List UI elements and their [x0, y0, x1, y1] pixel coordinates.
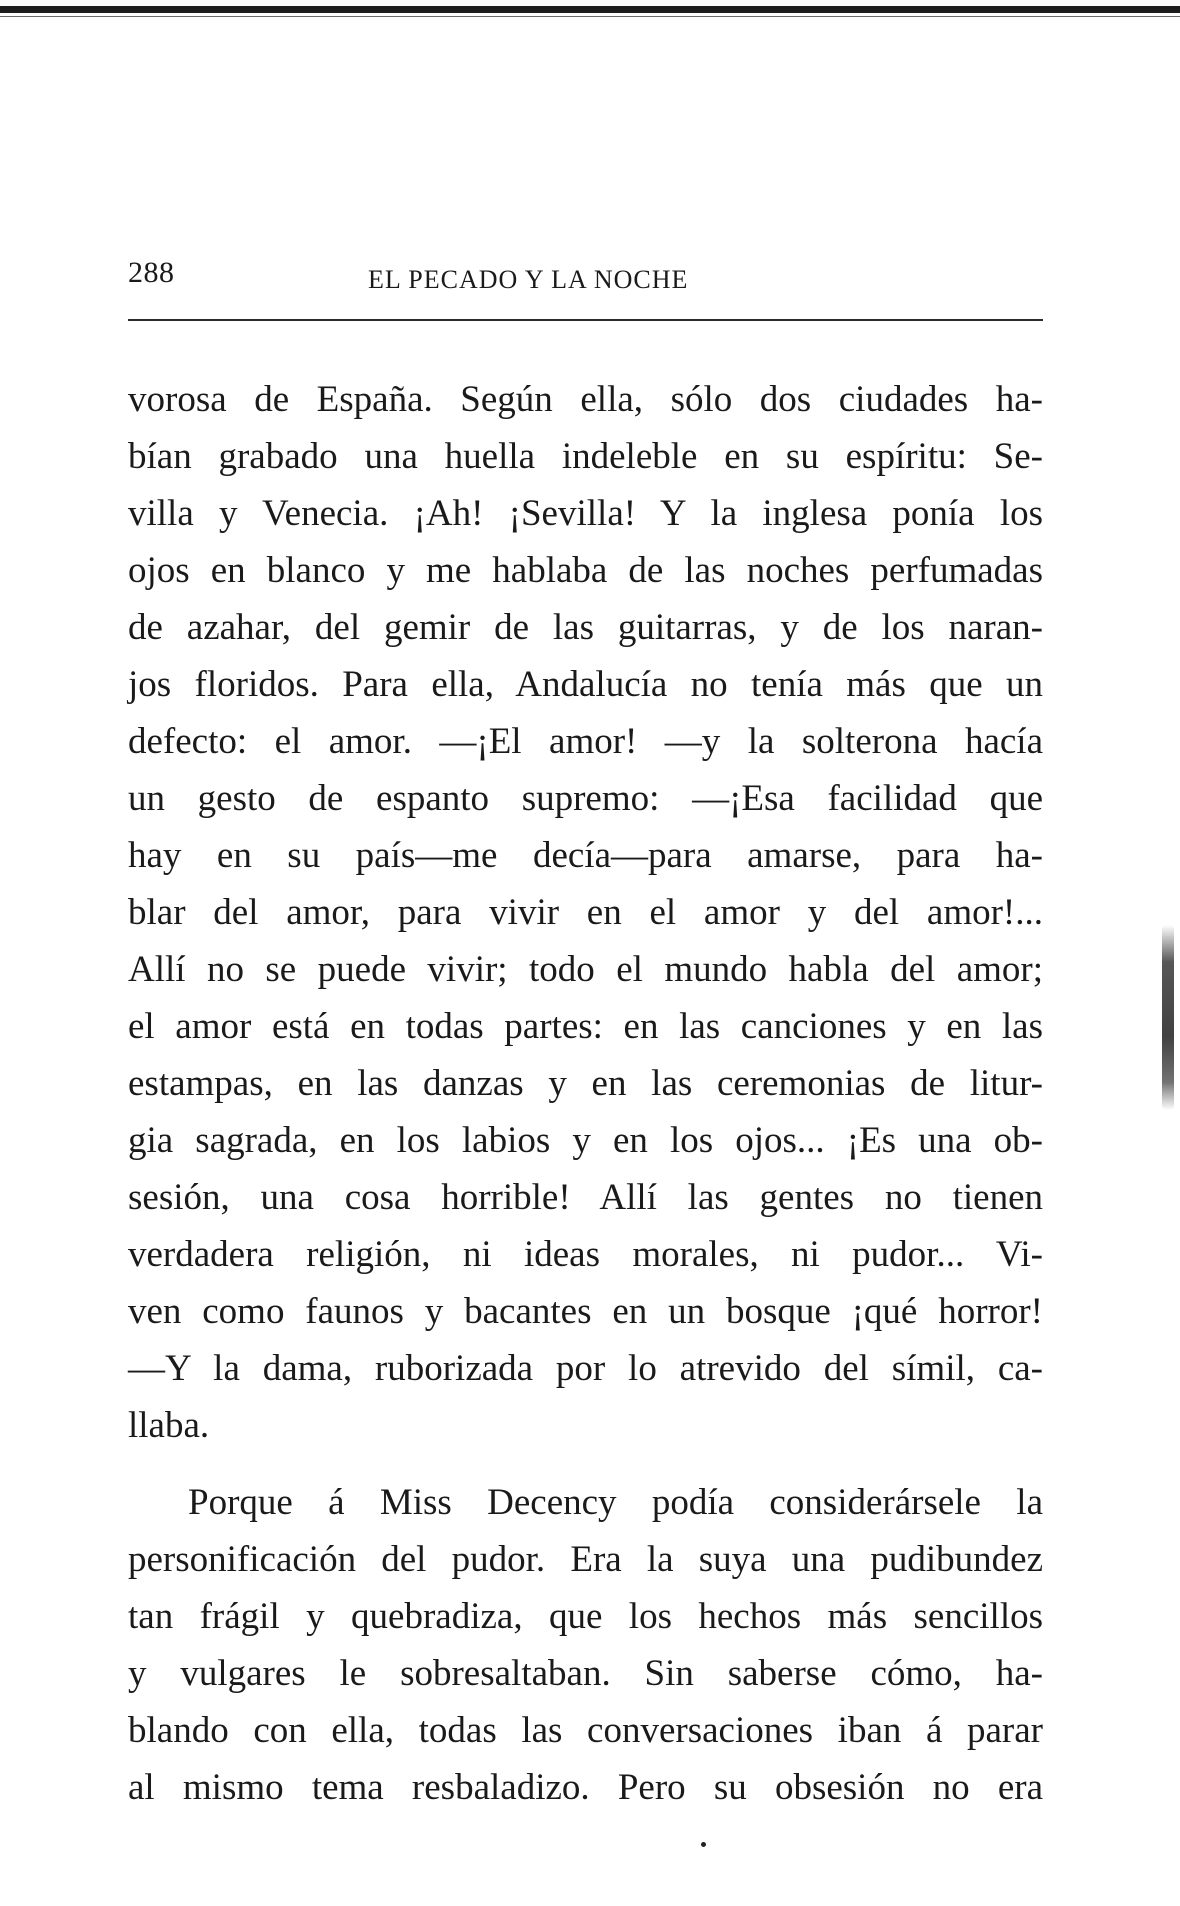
paragraph-first-line: Porque á Miss Decency podía considerársele la [188, 1482, 1043, 1523]
text-line: villa y Venecia. ¡Ah! ¡Sevilla! Y la inglesa ponía los [128, 493, 1043, 534]
text-line: personificación del pudor. Era la suya una pudibundez [128, 1539, 1043, 1580]
text-line: llaba. [128, 1405, 210, 1446]
text-line: sesión, una cosa horrible! Allí las gentes no tienen [128, 1177, 1043, 1218]
text-line: Allí no se puede vivir; todo el mundo habla del amor; [128, 949, 1043, 990]
margin-ink-smudge [1162, 925, 1174, 1110]
text-line: gia sagrada, en los labios y en los ojos... ¡Es una ob- [128, 1120, 1043, 1161]
text-line: blando con ella, todas las conversaciones iban á parar [128, 1710, 1043, 1751]
text-line: verdadera religión, ni ideas morales, ni pudor... Vi- [128, 1234, 1043, 1275]
text-line: blar del amor, para vivir en el amor y del amor!... [128, 892, 1043, 933]
text-line: al mismo tema resbaladizo. Pero su obsesión no era [128, 1767, 1043, 1808]
header-rule [128, 319, 1043, 321]
text-line: el amor está en todas partes: en las canciones y en las [128, 1006, 1043, 1047]
top-border-rule [0, 6, 1180, 13]
text-line: defecto: el amor. —¡El amor! —y la solterona hacía [128, 721, 1043, 762]
running-title: EL PECADO Y LA NOCHE [368, 265, 689, 294]
text-line: jos floridos. Para ella, Andalucía no tenía más que un [128, 664, 1043, 705]
text-line: vorosa de España. Según ella, sólo dos ciudades ha- [128, 379, 1043, 420]
page-number: 288 [128, 256, 175, 289]
top-border-thin-rule [0, 16, 1180, 17]
ink-speck [701, 1842, 706, 1847]
text-line: —Y la dama, ruborizada por lo atrevido del símil, ca- [128, 1348, 1043, 1389]
text-line: hay en su país—me decía—para amarse, para ha- [128, 835, 1043, 876]
text-line: ojos en blanco y me hablaba de las noches perfumadas [128, 550, 1043, 591]
text-line: tan frágil y quebradiza, que los hechos más sencillos [128, 1596, 1043, 1637]
text-line: y vulgares le sobresaltaban. Sin saberse cómo, ha- [128, 1653, 1043, 1694]
text-line: un gesto de espanto supremo: —¡Esa facilidad que [128, 778, 1043, 819]
text-line: ven como faunos y bacantes en un bosque ¡qué horror! [128, 1291, 1043, 1332]
text-line: estampas, en las danzas y en las ceremonias de litur- [128, 1063, 1043, 1104]
text-line: de azahar, del gemir de las guitarras, y de los naran- [128, 607, 1043, 648]
text-line: bían grabado una huella indeleble en su espíritu: Se- [128, 436, 1043, 477]
